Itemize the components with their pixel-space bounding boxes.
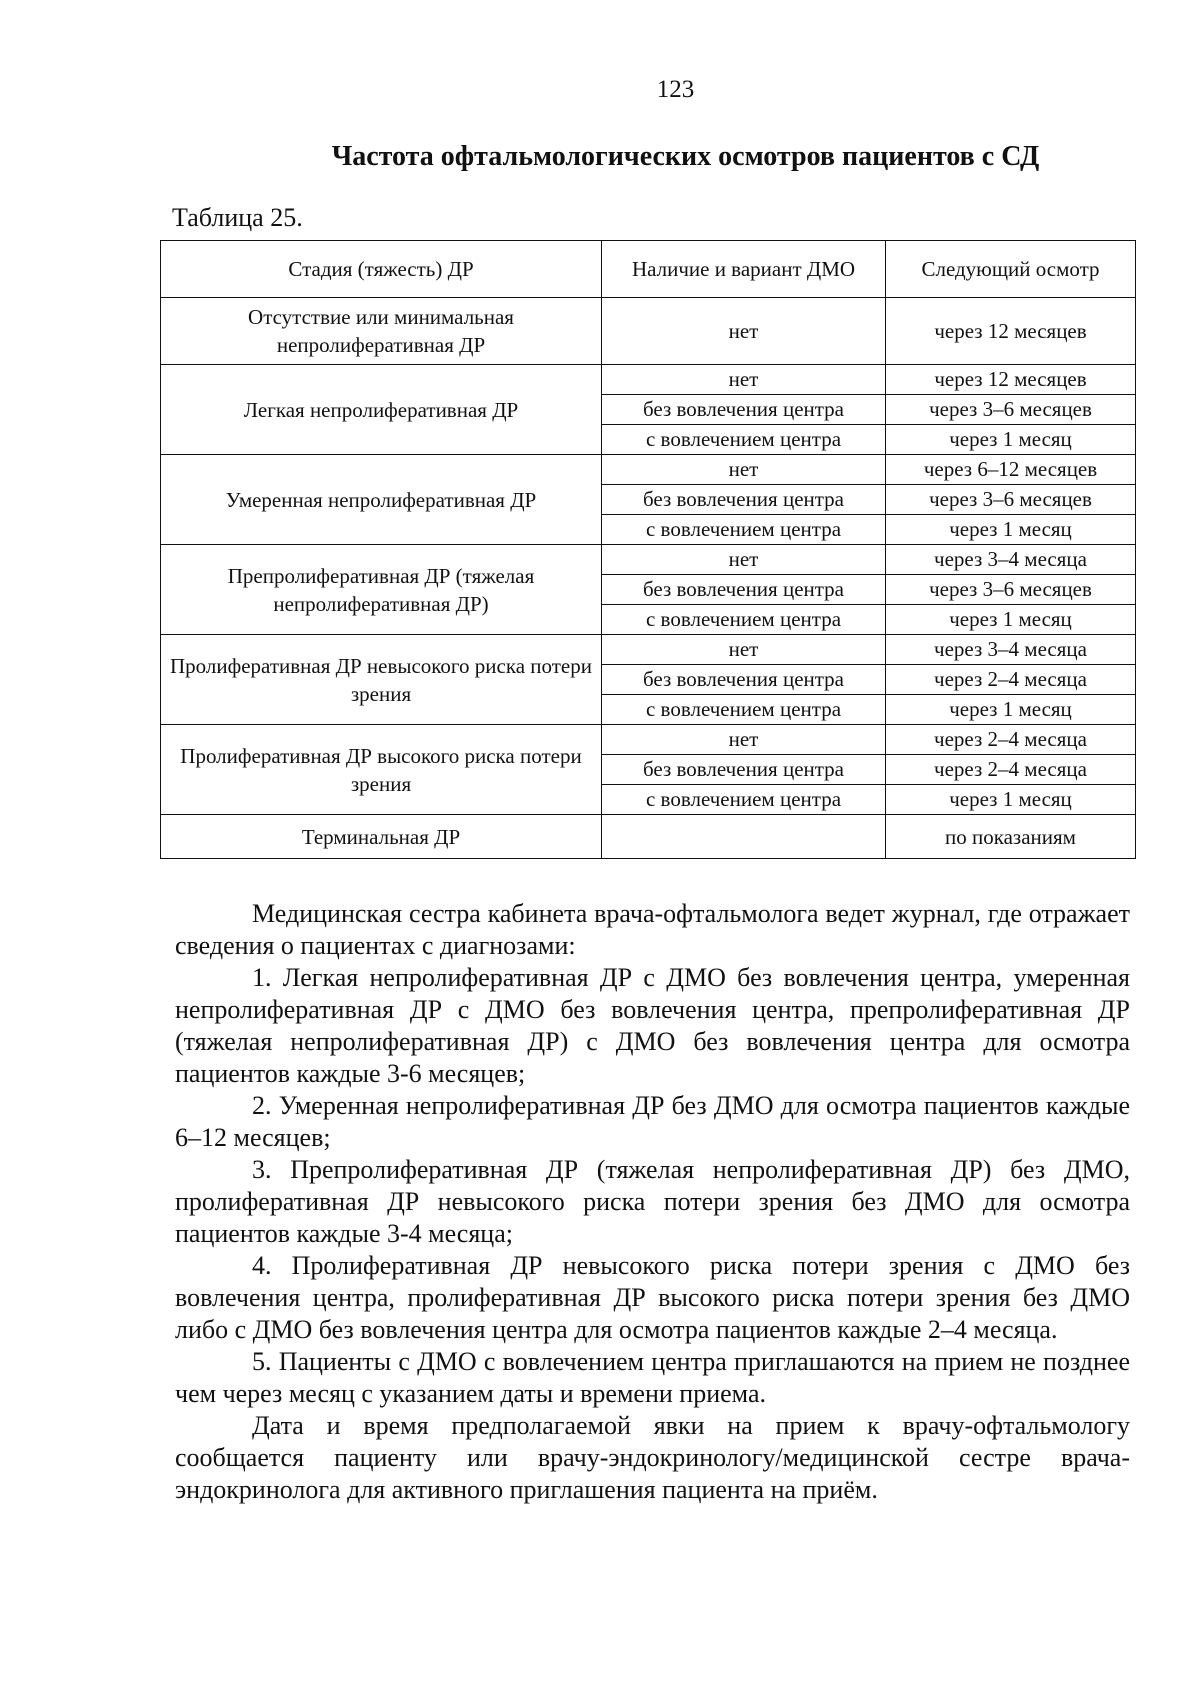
dmo-cell: с вовлечением центра bbox=[602, 425, 886, 455]
table-row bbox=[161, 725, 1136, 755]
table-header-row bbox=[161, 241, 1136, 298]
stage-cell: Умеренная непролиферативная ДР bbox=[161, 455, 602, 545]
next-exam-cell: через 3–6 месяцев bbox=[886, 575, 1136, 605]
dmo-cell: нет bbox=[602, 365, 886, 395]
dmo-cell: с вовлечением центра bbox=[602, 695, 886, 725]
next-exam-cell: через 12 месяцев bbox=[886, 365, 1136, 395]
page-number: 123 bbox=[656, 76, 695, 103]
next-exam-cell: по показаниям bbox=[886, 815, 1136, 859]
next-exam-cell: через 1 месяц bbox=[886, 695, 1136, 725]
dmo-cell: без вовлечения центра bbox=[602, 755, 886, 785]
dmo-cell: нет bbox=[602, 725, 886, 755]
paragraph-intro: Медицинская сестра кабинета врача-офтальмолога ведет журнал, где отражает сведения о пациентах с диагнозами: bbox=[175, 899, 1130, 960]
next-exam-cell: через 1 месяц bbox=[886, 605, 1136, 635]
dmo-cell: нет bbox=[602, 545, 886, 575]
stage-cell: Отсутствие или минимальная непролиферативная ДР bbox=[161, 298, 602, 365]
dmo-cell: без вовлечения центра bbox=[602, 395, 886, 425]
paragraph-closing: Дата и время предполагаемой явки на прием к врачу-офтальмологу сообщается пациенту или врачу-эндокринологу/медицинской сестре врача-эндокринолога для активного приглашения пациента на приём. bbox=[175, 1411, 1130, 1504]
dmo-cell: нет bbox=[602, 635, 886, 665]
next-exam-cell: через 1 месяц bbox=[886, 515, 1136, 545]
next-exam-cell: через 6–12 месяцев bbox=[886, 455, 1136, 485]
table-row bbox=[161, 298, 1136, 365]
dmo-cell: нет bbox=[602, 298, 886, 365]
next-exam-cell: через 2–4 месяца bbox=[886, 755, 1136, 785]
column-header-dmo: Наличие и вариант ДМО bbox=[602, 241, 886, 298]
list-item: 1. Легкая непролиферативная ДР с ДМО без вовлечения центра, умеренная непролиферативная ДР с ДМО без вовлечения центра, препролиферативная ДР (тяжелая непролиферативная ДР) с ДМО без вовлечения центра для осмотра пациентов каждые 3-6 месяцев; bbox=[175, 963, 1130, 1088]
list-item: 2. Умеренная непролиферативная ДР без ДМО для осмотра пациентов каждые 6–12 месяцев; bbox=[175, 1091, 1130, 1152]
list-item: 4. Пролиферативная ДР невысокого риска потери зрения с ДМО без вовлечения центра, пролиферативная ДР высокого риска потери зрения без ДМО либо с ДМО без вовлечения центра для осмотра пациентов каждые 2–4 месяца. bbox=[175, 1251, 1130, 1344]
stage-cell: Терминальная ДР bbox=[161, 815, 602, 859]
dmo-cell: без вовлечения центра bbox=[602, 575, 886, 605]
exam-schedule-table bbox=[160, 240, 1136, 859]
next-exam-cell: через 1 месяц bbox=[886, 785, 1136, 815]
list-item: 5. Пациенты с ДМО с вовлечением центра приглашаются на прием не позднее чем через месяц с указанием даты и времени приема. bbox=[175, 1347, 1130, 1408]
stage-cell: Легкая непролиферативная ДР bbox=[161, 365, 602, 455]
dmo-cell: без вовлечения центра bbox=[602, 665, 886, 695]
page-title: Частота офтальмологических осмотров пациентов с СД bbox=[331, 141, 1040, 172]
column-header-stage: Стадия (тяжесть) ДР bbox=[161, 241, 602, 298]
table-row bbox=[161, 455, 1136, 485]
next-exam-cell: через 3–6 месяцев bbox=[886, 395, 1136, 425]
next-exam-cell: через 3–4 месяца bbox=[886, 635, 1136, 665]
next-exam-cell: через 3–4 месяца bbox=[886, 545, 1136, 575]
next-exam-cell: через 12 месяцев bbox=[886, 298, 1136, 365]
next-exam-cell: через 3–6 месяцев bbox=[886, 485, 1136, 515]
dmo-cell: с вовлечением центра bbox=[602, 785, 886, 815]
next-exam-cell: через 1 месяц bbox=[886, 425, 1136, 455]
dmo-cell: нет bbox=[602, 455, 886, 485]
body-text bbox=[175, 898, 1130, 1506]
dmo-cell bbox=[602, 815, 886, 859]
stage-cell: Пролиферативная ДР высокого риска потери зрения bbox=[161, 725, 602, 815]
dmo-cell: без вовлечения центра bbox=[602, 485, 886, 515]
table-row bbox=[161, 815, 1136, 859]
dmo-cell: с вовлечением центра bbox=[602, 605, 886, 635]
next-exam-cell: через 2–4 месяца bbox=[886, 725, 1136, 755]
table-row bbox=[161, 545, 1136, 575]
column-header-next-exam: Следующий осмотр bbox=[886, 241, 1136, 298]
stage-cell: Пролиферативная ДР невысокого риска потери зрения bbox=[161, 635, 602, 725]
next-exam-cell: через 2–4 месяца bbox=[886, 665, 1136, 695]
dmo-cell: с вовлечением центра bbox=[602, 515, 886, 545]
table-row bbox=[161, 635, 1136, 665]
table-row bbox=[161, 365, 1136, 395]
list-item: 3. Препролиферативная ДР (тяжелая непролиферативная ДР) без ДМО, пролиферативная ДР невысокого риска потери зрения без ДМО для осмотра пациентов каждые 3-4 месяца; bbox=[175, 1155, 1130, 1248]
stage-cell: Препролиферативная ДР (тяжелая непролиферативная ДР) bbox=[161, 545, 602, 635]
table-caption: Таблица 25. bbox=[172, 203, 303, 232]
